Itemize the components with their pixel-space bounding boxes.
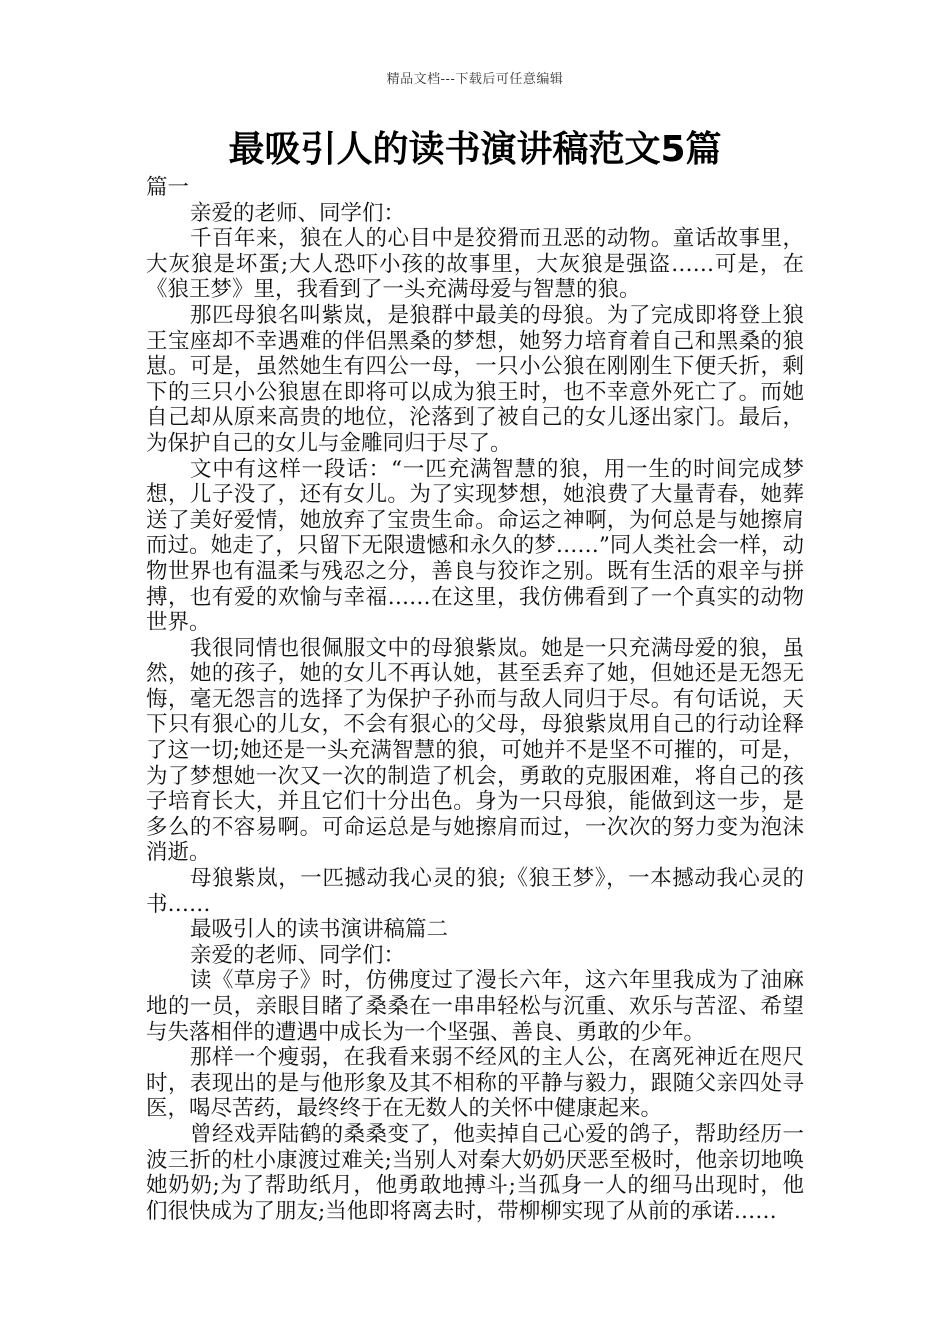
paragraph: 读《草房子》时，仿佛度过了漫长六年，这六年里我成为了油麻地的一员，亲眼目睹了桑桑在一串串轻松与沉重、欢乐与苦涩、希望与失落相伴的遭遇中成长为一个坚强、善良、勇敢的少年。 (146, 968, 804, 1045)
section-heading: 最吸引人的读书演讲稿篇二 (190, 917, 449, 943)
header-note: 精品文档---下载后可任意编辑 (386, 72, 564, 87)
document-body (146, 175, 804, 1224)
paragraph: 亲爱的老师、同学们： (190, 200, 406, 226)
page-title: 最吸引人的读书演讲稿范文5篇 (228, 129, 722, 170)
paragraph: 曾经戏弄陆鹤的桑桑变了，他卖掉自己心爱的鸽子，帮助经历一波三折的杜小康渡过难关;当别人对秦大奶奶厌恶至极时，他亲切地唤她奶奶;为了帮助纸月，他勇敢地搏斗;当孤身一人的细马出现时，他们很快成为了朋友;当他即将离去时，带柳柳实现了从前的承诺…… (146, 1121, 804, 1224)
paragraph: 那样一个瘦弱，在我看来弱不经风的主人公，在离死神近在咫尺时，表现出的是与他形象及其不相称的平静与毅力，跟随父亲四处寻医，喝尽苦药，最终终于在无数人的关怀中健康起来。 (146, 1045, 804, 1122)
paragraph: 文中有这样一段话：“一匹充满智慧的狼，用一生的时间完成梦想，儿子没了，还有女儿。为了实现梦想，她浪费了大量青春，她葬送了美好爱情，她放弃了宝贵生命。命运之神啊，为何总是与她擦肩而过。她走了，只留下无限遗憾和永久的梦……”同人类社会一样，动物世界也有温柔与残忍之分，善良与狡诈之别。既有生活的艰辛与拼搏，也有爱的欢愉与幸福……在这里，我仿佛看到了一个真实的动物世界。 (146, 456, 804, 636)
paragraph: 亲爱的老师、同学们： (190, 942, 406, 968)
paragraph: 那匹母狼名叫紫岚，是狼群中最美的母狼。为了完成即将登上狼王宝座却不幸遇难的伴侣黑桑的梦想，她努力培育着自己和黑桑的狼崽。可是，虽然她生有四公一母，一只小公狼在刚刚生下便夭折，剩下的三只小公狼崽在即将可以成为狼王时，也不幸意外死亡了。而她自己却从原来高贵的地位，沦落到了被自己的女儿逐出家门。最后，为保护自己的女儿与金雕同归于尽了。 (146, 302, 804, 456)
paragraph: 我很同情也很佩服文中的母狼紫岚。她是一只充满母爱的狼，虽然，她的孩子，她的女儿不再认她，甚至丢弃了她，但她还是无怨无悔，毫无怨言的选择了为保护子孙而与敌人同归于尽。有句话说，天下只有狠心的儿女，不会有狠心的父母，母狼紫岚用自己的行动诠释了这一切;她还是一头充满智慧的狼，可她并不是坚不可摧的，可是，为了梦想她一次又一次的制造了机会，勇敢的克服困难，将自己的孩子培育长大，并且它们十分出色。身为一只母狼，能做到这一步，是多么的不容易啊。可命运总是与她擦肩而过，一次次的努力变为泡沫消逝。 (146, 635, 804, 866)
paragraph: 篇一 (146, 175, 190, 200)
paragraph: 千百年来，狼在人的心目中是狡猾而丑恶的动物。童话故事里，大灰狼是坏蛋;大人恐吓小孩的故事里，大灰狼是强盗……可是，在《狼王梦》里，我看到了一头充满母爱与智慧的狼。 (146, 226, 804, 303)
paragraph: 母狼紫岚，一匹撼动我心灵的狼;《狼王梦》，一本撼动我心灵的书…… (146, 866, 804, 917)
